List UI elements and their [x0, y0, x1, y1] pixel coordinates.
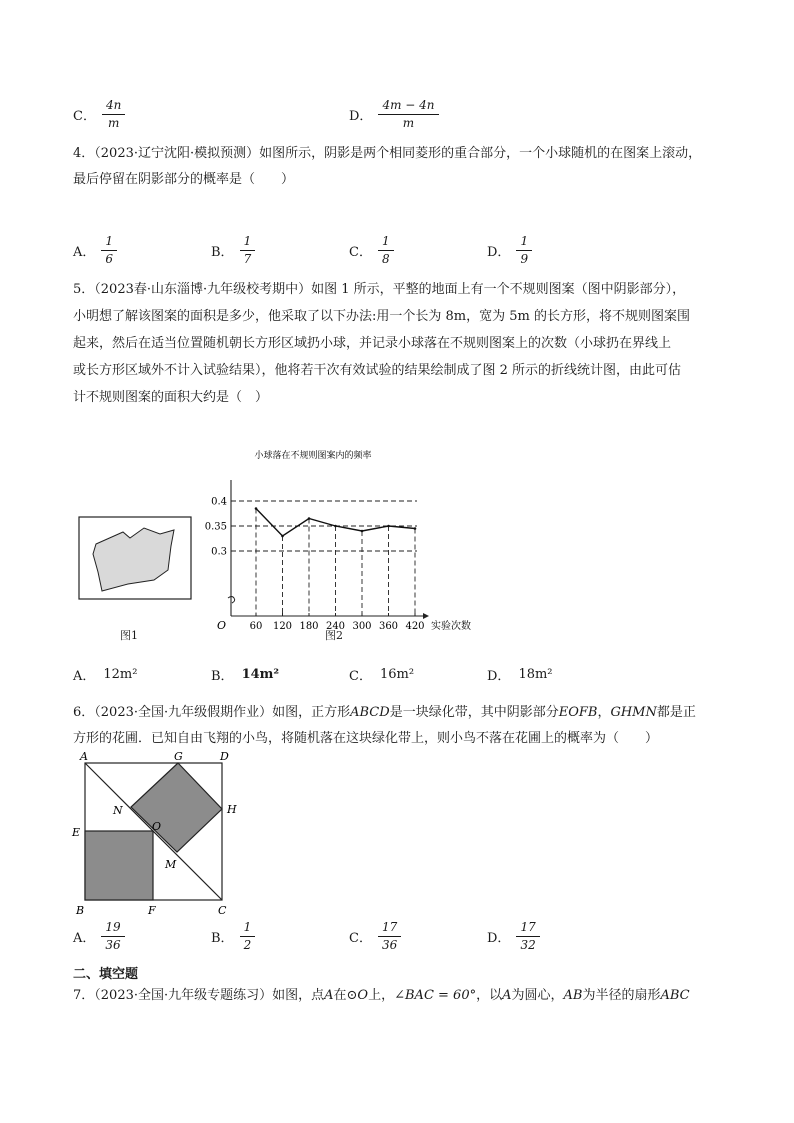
figure-1	[78, 516, 194, 602]
q6-text-mid: 是一块绿化带，其中阴影部分	[389, 705, 559, 720]
numerator: 1	[105, 234, 114, 248]
q7-text-pre: 7．（2023·全国·九年级专题练习）如图，点	[73, 988, 325, 1003]
x-axis-label: 实验次数	[431, 621, 471, 632]
numerator: 1	[243, 920, 252, 934]
q4-option-b	[211, 234, 253, 266]
q6-comma: ，	[597, 705, 611, 720]
q7-sector-abc: ABC	[660, 988, 690, 1003]
fraction-bar	[516, 250, 532, 251]
fraction	[104, 98, 123, 130]
point-c: C	[218, 904, 227, 917]
q4-line-2: 最后停留在阴影部分的概率是（ ）	[73, 172, 295, 187]
q7-circle-o: ⊙O	[346, 988, 369, 1003]
q6-text-post: 都是正	[656, 705, 696, 720]
irregular-shape	[93, 528, 174, 591]
x-tick-label-1: 120	[272, 621, 293, 632]
denominator: 36	[381, 938, 398, 952]
fraction-bar	[101, 250, 117, 251]
x-tick-label-2: 180	[299, 621, 319, 632]
data-point-3	[334, 525, 337, 528]
origin-label: O	[217, 619, 227, 632]
denominator: 2	[243, 938, 252, 952]
numerator: 1	[520, 234, 529, 248]
fraction	[380, 920, 399, 952]
q4-option-c	[349, 234, 392, 266]
denominator: 6	[105, 252, 114, 266]
x-tick-label-4: 300	[352, 621, 372, 632]
fraction	[518, 920, 537, 952]
q7-text: 上，	[368, 988, 395, 1003]
option-label: A．	[73, 244, 96, 260]
option-label: A．	[73, 669, 96, 684]
frequency-series-line	[256, 509, 415, 537]
point-e: E	[72, 826, 81, 839]
q6-text-pre: 6．（2023·全国·九年级假期作业）如图，正方形	[73, 705, 351, 720]
q7-segment-ab: AB	[563, 988, 583, 1003]
option-label: D．	[487, 930, 511, 946]
data-point-4	[361, 530, 364, 533]
data-point-2	[308, 517, 311, 520]
fraction	[103, 234, 115, 266]
data-point-5	[387, 525, 390, 528]
numerator: 4n	[105, 98, 122, 112]
option-label: D．	[487, 244, 511, 260]
q3-option-d	[349, 98, 437, 130]
y-tick-label-1: 0.35	[204, 521, 227, 533]
option-value: 18m²	[518, 667, 553, 682]
fraction-bar	[378, 936, 401, 937]
denominator: 7	[243, 252, 252, 266]
fraction	[103, 920, 122, 952]
x-tick-label-5: 360	[378, 621, 399, 632]
fraction-bar	[240, 250, 256, 251]
denominator: 8	[381, 252, 390, 266]
q5-option-a	[73, 665, 137, 684]
data-point-0	[255, 507, 258, 510]
q7-point-a: A	[324, 988, 334, 1003]
point-m: M	[165, 858, 177, 871]
q4-line-1: 4．（2023·辽宁沈阳·模拟预测）如图所示，阴影是两个相同菱形的重合部分，一个小球随机的在图案上滚动，	[73, 146, 702, 161]
option-label: C．	[349, 669, 372, 684]
denominator: 36	[105, 938, 121, 952]
numerator: 19	[105, 920, 121, 934]
q4-option-d	[487, 234, 530, 266]
option-value: 14m²	[241, 667, 280, 682]
figure-1-caption: 图1	[120, 629, 138, 642]
option-label: B．	[211, 669, 234, 684]
denominator: m	[107, 116, 120, 130]
point-f: F	[148, 904, 156, 917]
q7-angle: ∠BAC = 60°	[394, 988, 477, 1003]
q6-line-2: 方形的花圃．已知自由飞翔的小鸟，将随机落在这块绿化带上，则小鸟不落在花圃上的概率为（ ）	[73, 731, 659, 746]
chart-series	[255, 507, 417, 537]
chart-labels	[205, 497, 471, 633]
square-figure	[70, 748, 245, 920]
option-label: B．	[211, 244, 234, 260]
q7-text: 为圆心，	[511, 988, 564, 1003]
option-label: C．	[349, 244, 372, 260]
figure-2-caption: 图2	[325, 629, 343, 642]
data-point-6	[414, 527, 417, 530]
fraction	[518, 234, 530, 266]
q7-line-1	[73, 988, 690, 1004]
y-tick-label-0: 0.3	[211, 546, 227, 558]
point-a: A	[80, 750, 88, 763]
q7-point-a-2: A	[502, 988, 512, 1003]
fraction-bar	[102, 114, 125, 115]
denominator: m	[402, 116, 415, 130]
q7-text: 为半径的扇形	[582, 988, 661, 1003]
option-label: D．	[349, 108, 373, 124]
fraction	[242, 234, 254, 266]
point-n: N	[113, 804, 123, 817]
option-value: 16m²	[379, 667, 415, 682]
option-label: C．	[73, 108, 96, 124]
point-b: B	[76, 904, 85, 917]
point-g: G	[174, 750, 183, 763]
q6-option-c	[349, 920, 399, 952]
x-tick-label-6: 420	[405, 621, 425, 632]
fraction	[380, 234, 392, 266]
frequency-line-chart	[195, 440, 485, 640]
q7-text: ，以	[476, 988, 503, 1003]
q5-option-b	[211, 665, 279, 684]
q6-ghmn: GHMN	[610, 705, 657, 720]
square-eofb	[85, 831, 153, 900]
x-tick-label-3: 240	[325, 621, 346, 632]
denominator: 32	[520, 938, 536, 952]
point-o: O	[152, 820, 162, 833]
fraction-bar	[378, 250, 394, 251]
chart-title: 小球落在不规则图案内的频率	[254, 451, 372, 461]
option-value: 12m²	[103, 667, 138, 682]
q6-option-a	[73, 920, 123, 952]
q6-option-d	[487, 920, 538, 952]
numerator: 1	[243, 234, 252, 248]
option-label: D．	[487, 669, 511, 684]
numerator: 1	[381, 234, 390, 248]
q5-option-d	[487, 665, 553, 684]
section-heading: 二、填空题	[73, 967, 139, 982]
q5-line-4: 或长方形区域外不计入试验结果），他将若干次有效试验的结果绘制成了图 2 所示的折线统计图，由此可估	[73, 363, 682, 378]
x-tick-label-0: 60	[249, 621, 263, 632]
option-label: A．	[73, 930, 96, 946]
fraction-bar	[378, 114, 438, 115]
point-h: H	[227, 803, 237, 816]
q5-line-1: 5．（2023春·山东淄博·九年级校考期中）如图 1 所示，平整的地面上有一个不规则图案（图中阴影部分），	[73, 282, 686, 297]
chart-grid	[231, 501, 417, 616]
x-axis-arrow	[423, 613, 429, 619]
q5-line-3: 起来，然后在适当位置随机朝长方形区域扔小球，并记录小球落在不规则图案上的次数（小球扔在界线上	[73, 336, 672, 351]
q4-option-a	[73, 234, 115, 266]
denominator: 9	[520, 252, 529, 266]
q6-eofb: EOFB	[558, 705, 598, 720]
point-d: D	[220, 750, 229, 763]
y-tick-label-2: 0.4	[211, 496, 227, 508]
q6-abcd: ABCD	[350, 705, 390, 720]
q5-line-2: 小明想了解该图案的面积是多少，他采取了以下办法:用一个长为 8m，宽为 5m 的长方形，将不规则图案围	[73, 309, 690, 324]
q7-text: 在	[333, 988, 347, 1003]
option-label: C．	[349, 930, 372, 946]
fraction-bar	[516, 936, 539, 937]
numerator: 17	[520, 920, 536, 934]
q6-option-b	[211, 920, 253, 952]
option-label: B．	[211, 930, 234, 946]
q5-line-5: 计不规则图案的面积大约是（ ）	[73, 390, 269, 405]
data-point-1	[281, 535, 284, 538]
numerator: 4m − 4n	[382, 98, 435, 112]
fraction-bar	[101, 936, 124, 937]
q3-option-c	[73, 98, 123, 130]
fraction	[380, 98, 436, 130]
fraction	[242, 920, 254, 952]
numerator: 17	[381, 920, 398, 934]
q6-line-1	[73, 705, 696, 721]
fraction-bar	[240, 936, 256, 937]
q5-option-c	[349, 665, 414, 684]
